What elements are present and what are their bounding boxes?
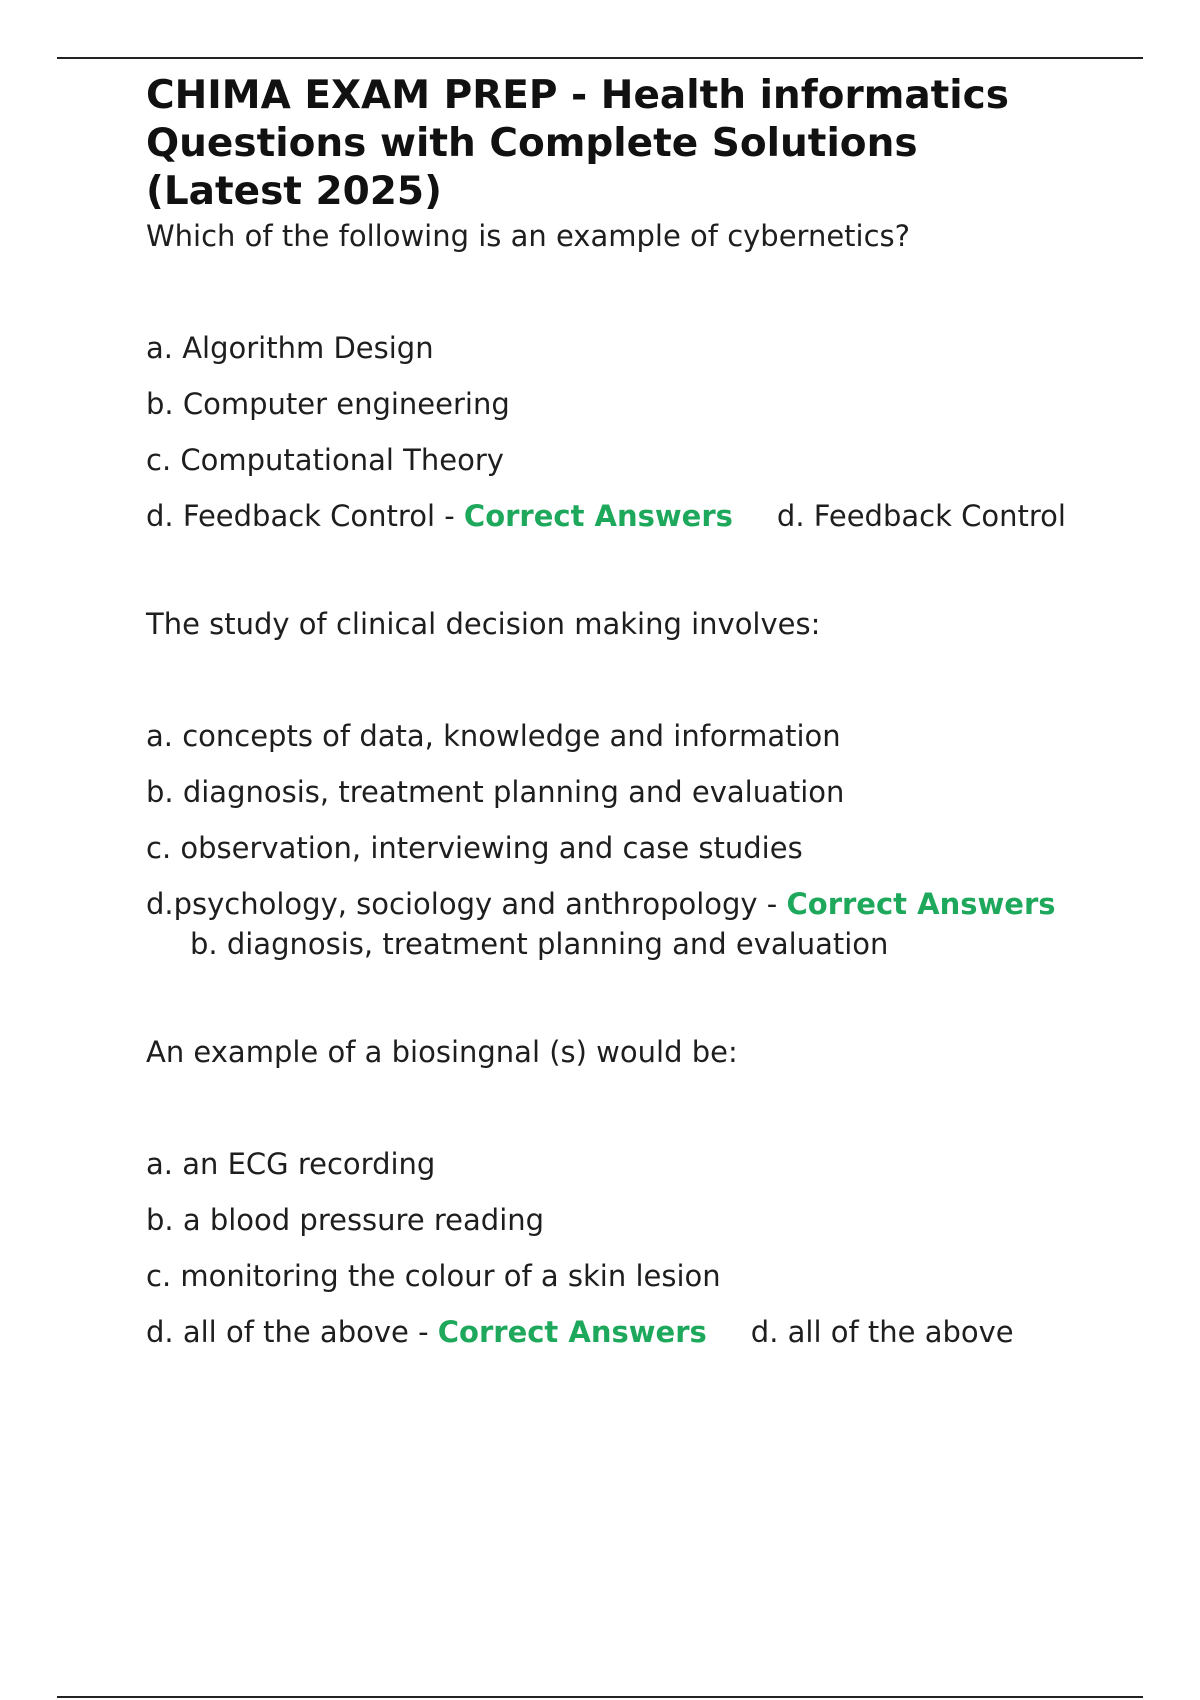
answer-text: d. all of the above [750,1315,1014,1349]
bottom-rule [57,1696,1143,1698]
option-b: b. diagnosis, treatment planning and evaluation [146,775,845,809]
option-b: b. Computer engineering [146,387,510,421]
option-d-with-answer [146,496,1076,536]
question-2 [146,604,1076,964]
options-list [146,716,1076,964]
option-c: c. Computational Theory [146,443,504,477]
correct-answers-label: Correct Answers [786,887,1056,921]
question-text: Which of the following is an example of cybernetics? [146,219,911,253]
document-body [146,72,1076,1352]
option-c: c. monitoring the colour of a skin lesion [146,1259,721,1293]
option-d: d.psychology, sociology and anthropology - [146,887,778,921]
option-d: d. all of the above - [146,1315,429,1349]
question-3 [146,1032,1076,1352]
option-a: a. concepts of data, knowledge and information [146,719,841,753]
options-list [146,328,1076,536]
question-text: An example of a biosingnal (s) would be: [146,1035,738,1069]
correct-answers-label: Correct Answers [463,499,733,533]
option-d-with-answer [146,884,1076,964]
option-c: c. observation, interviewing and case studies [146,831,803,865]
option-d: d. Feedback Control - [146,499,455,533]
question-text: The study of clinical decision making involves: [146,607,821,641]
option-b: b. a blood pressure reading [146,1203,545,1237]
answer-text: d. Feedback Control [776,499,1066,533]
option-a: a. Algorithm Design [146,331,434,365]
correct-answers-label: Correct Answers [437,1315,707,1349]
option-d-with-answer [146,1312,1076,1352]
question-1 [146,216,1076,536]
options-list [146,1144,1076,1352]
document-title: CHIMA EXAM PREP - Health informatics Questions with Complete Solutions (Latest 2025) [146,73,1009,214]
answer-text: b. diagnosis, treatment planning and evaluation [190,927,889,961]
option-a: a. an ECG recording [146,1147,436,1181]
top-rule [57,57,1143,59]
